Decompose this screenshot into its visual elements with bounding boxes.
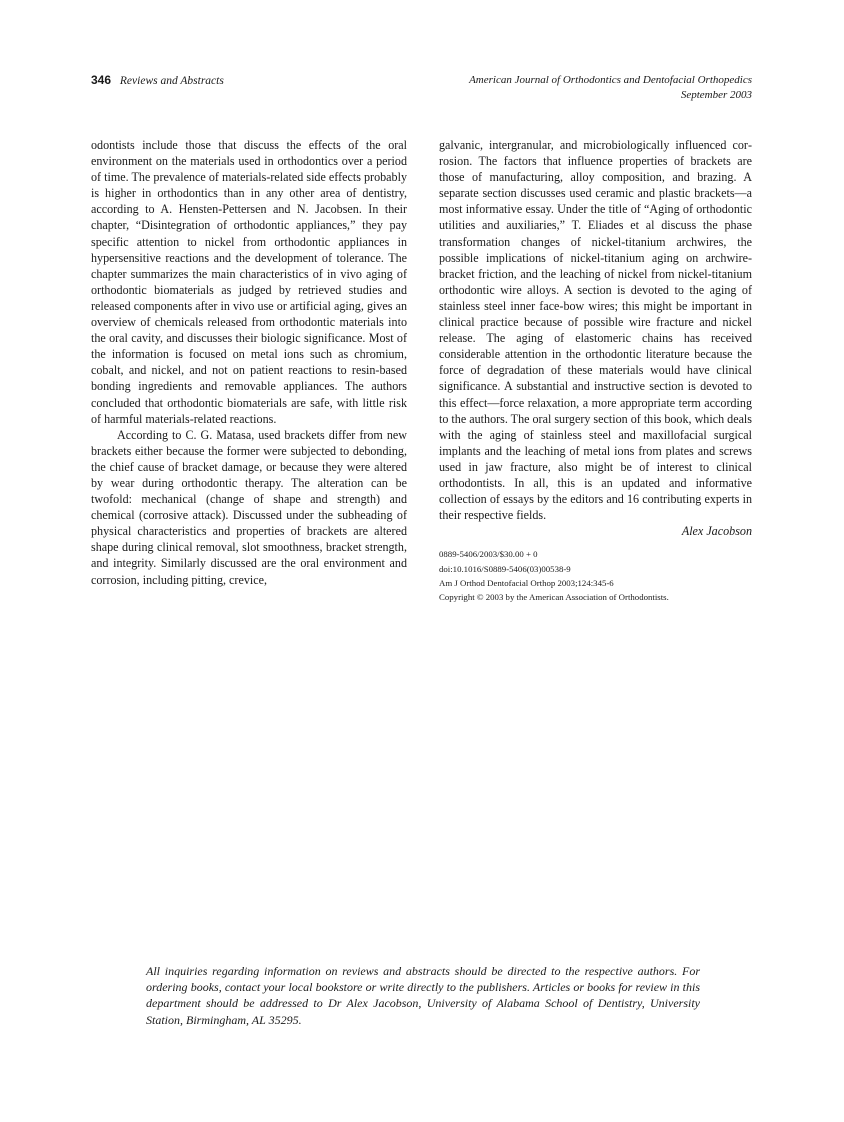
doi: doi:10.1016/S0889-5406(03)00538-9 [439, 563, 571, 574]
page-number: 346 [91, 73, 112, 87]
article-metadata [439, 547, 752, 604]
footer-note: All inquiries regarding information on reviews and abstracts should be directed to the respective authors. For ordering books, contact your local bookstore or write directly to the publishers. Articles or books for review in this department should be addressed to Dr Alex Jacobson, University of Alabama School of Dentistry, University Station, Birmingham, AL 35295. [146, 964, 700, 1027]
reviewer-signature: Alex Jacobson [681, 524, 752, 539]
right-column [439, 137, 752, 605]
body-paragraph: galvanic, intergranular, and microbiologically influenced corrosion. The factors that influence properties of brackets are those of manufacturing, alloy composition, and brazing. A separate section discusses used ceramic and plastic brackets—a most informative essay. Under the title of “Aging of orthodontic utilities and auxiliaries,” T. Eliades et al discuss the phase transformation changes of nickel-titanium archwires, the possible implications of nickel-titanium aging on archwire-bracket friction, and the leaching of nickel from nickel-titanium orthodontic wire alloys. A section is devoted to the aging of stainless steel inner face-bow wires; this might be important in clinical practice because of possible wire fracture and nickel release. The aging of elastomeric chains has received considerable attention in the orthodontic literature because the force of degradation of these materials would have clinical significance. A substantial and instructive section is devoted to this effect—force relaxation, a more appropriate term according to the authors. The oral surgery section of this book, which deals with the aging of stainless steel and maxillofacial surgical implants and the leaching of metal ions from plates and screws used in jaw fracture, also might be of interest to clinical orthodontists. In all, this is an updated and informative collection of essays by the editors and 16 contributing experts in their respective fields. [439, 138, 752, 523]
citation: Am J Orthod Dentofacial Orthop 2003;124:345-6 [439, 577, 614, 588]
running-header-left [91, 73, 224, 87]
running-header-right [469, 73, 752, 103]
left-column [91, 137, 407, 588]
issue-date: September 2003 [680, 89, 752, 101]
copyright: Copyright © 2003 by the American Association of Orthodontists. [439, 592, 669, 603]
journal-title: American Journal of Orthodontics and Dentofacial Orthopedics [469, 74, 752, 86]
section-title: Reviews and Abstracts [119, 75, 224, 87]
body-paragraph: According to C. G. Matasa, used brackets differ from new brackets either because the former were subjected to debonding, the chief cause of bracket damage, or because they were altered by wear during orthodontic therapy. The alteration can be twofold: mechanical (change of shape and strength) and chemical (corrosive attack). Discussed under the subheading of physical characteristics and properties of brackets are altered shape during clinical removal, slot smoothness, bracket strength, and integrity. Similarly discussed are the oral environment and corrosion, including pitting, crevice, [91, 427, 407, 587]
price-code: 0889-5406/2003/$30.00 + 0 [439, 549, 538, 560]
body-paragraph: odontists include those that discuss the effects of the oral environment on the materials used in orthodontics over a period of time. The prevalence of materials-related side effects probably is higher in orthodontics than in any other area of dentistry, according to A. Hensten-Pettersen and N. Jacobsen. In their chapter, “Disintegration of orthodontic appliances,” they pay specific attention to nickel from orthodontic appliances in hypersensitive reactions and the development of tolerance. The chapter summarizes the main characteristics of in vivo aging of orthodontic biomaterials as judged by retrieved studies and released components after in vivo use or artificial aging, gives an overview of chemicals released from orthodontic materials into the oral cavity, and discusses their biologic significance. Most of the information is focused on metal ions such as chromium, cobalt, and nickel, and not on patient reactions to resin-based bonding ingredients and removable appliances. The authors concluded that orthodontic biomaterials are safe, with little risk of harmful materials-related reactions. [91, 138, 407, 426]
